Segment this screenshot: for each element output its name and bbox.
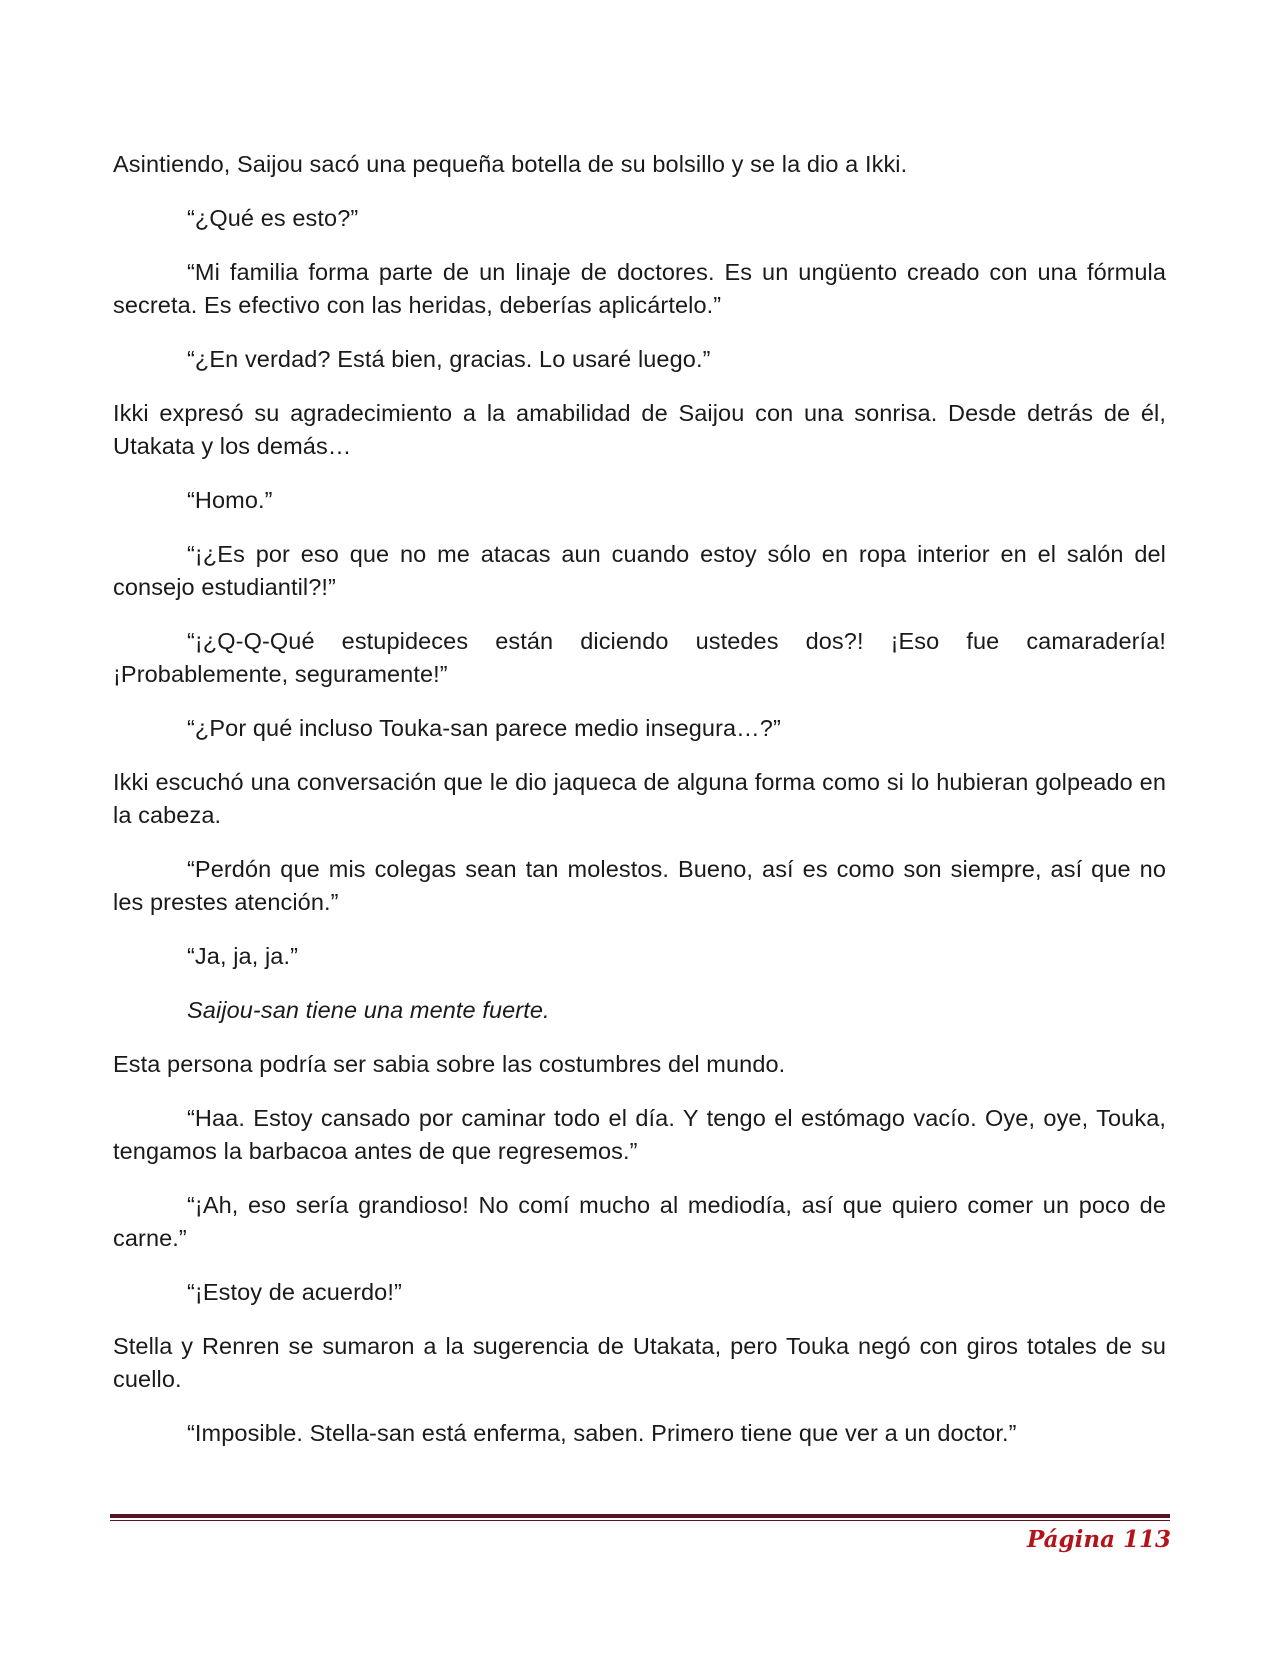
paragraph: “Perdón que mis colegas sean tan molestos. Bueno, así es como son siempre, así que no les prestes atención.” <box>113 856 1166 915</box>
paragraph: “¡¿Q-Q-Qué estupideces están diciendo ustedes dos?! ¡Eso fue camaradería! ¡Probablemente, seguramente!” <box>113 628 1166 687</box>
paragraph: “Ja, ja, ja.” <box>187 943 298 969</box>
paragraph: “¿Qué es esto?” <box>187 205 359 231</box>
paragraph: “¡Estoy de acuerdo!” <box>187 1279 402 1305</box>
paragraph: “¡¿Es por eso que no me atacas aun cuando estoy sólo en ropa interior en el salón del consejo estudiantil?!” <box>113 541 1166 600</box>
footer-rule-thin <box>110 1520 1170 1521</box>
paragraph: “Haa. Estoy cansado por caminar todo el día. Y tengo el estómago vacío. Oye, oye, Touka, tengamos la barbacoa antes de que regresemos.” <box>113 1105 1166 1164</box>
paragraph-italic-thought: Saijou-san tiene una mente fuerte. <box>187 997 550 1023</box>
paragraph: Asintiendo, Saijou sacó una pequeña botella de su bolsillo y se la dio a Ikki. <box>113 151 908 177</box>
paragraph: “Homo.” <box>187 487 273 513</box>
paragraph: “Mi familia forma parte de un linaje de doctores. Es un ungüento creado con una fórmula secreta. Es efectivo con las heridas, deberías aplicártelo.” <box>113 259 1166 318</box>
paragraph: Esta persona podría ser sabia sobre las costumbres del mundo. <box>113 1051 786 1077</box>
paragraph: “Imposible. Stella-san está enferma, saben. Primero tiene que ver a un doctor.” <box>187 1420 1017 1446</box>
paragraph: “¡Ah, eso sería grandioso! No comí mucho al mediodía, así que quiero comer un poco de carne.” <box>113 1192 1166 1251</box>
paragraph: Stella y Renren se sumaron a la sugerencia de Utakata, pero Touka negó con giros totales de su cuello. <box>113 1333 1166 1392</box>
paragraph: “¿Por qué incluso Touka-san parece medio insegura…?” <box>187 715 781 741</box>
page-body <box>113 148 1166 1471</box>
footer-rule-thick <box>110 1514 1170 1518</box>
paragraph: Ikki expresó su agradecimiento a la amabilidad de Saijou con una sonrisa. Desde detrás de él, Utakata y los demás… <box>113 400 1166 459</box>
paragraph: Ikki escuchó una conversación que le dio jaqueca de alguna forma como si lo hubieran golpeado en la cabeza. <box>113 769 1166 828</box>
paragraph: “¿En verdad? Está bien, gracias. Lo usaré luego.” <box>187 346 711 372</box>
page-number: Página 113 <box>1026 1526 1171 1553</box>
